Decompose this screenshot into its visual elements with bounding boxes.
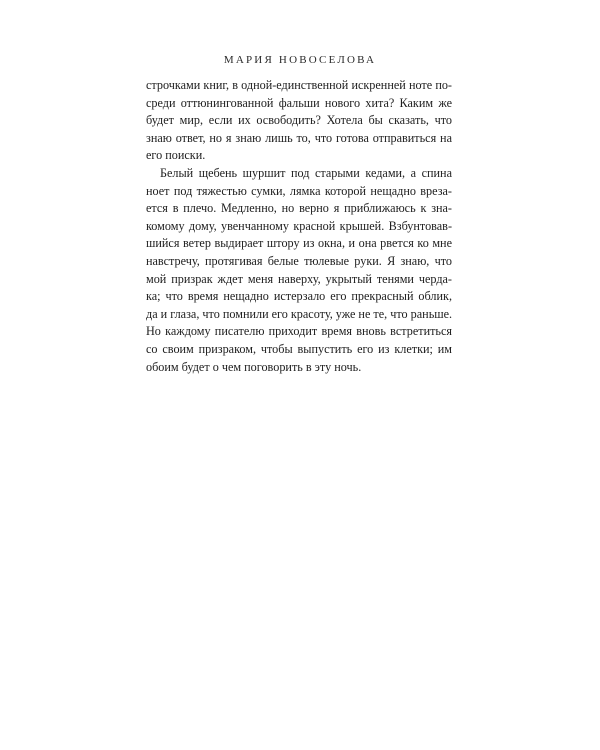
text-line: да и глаза, что помнили его красоту, уже не те, что раньше. bbox=[146, 306, 453, 321]
running-head-author: МАРИЯ НОВОСЕЛОВА bbox=[223, 54, 377, 66]
text-line: шийся ветер выдирает штору из окна, и она рвется ко мне bbox=[146, 236, 452, 251]
text-line: ка; что время нещадно истерзало его прекрасный облик, bbox=[146, 289, 452, 304]
text-line: Но каждому писателю приходит время вновь встретиться bbox=[146, 324, 452, 339]
text-line: обоим будет о чем поговорить в эту ночь. bbox=[146, 359, 362, 374]
text-line: знаю ответ, но я знаю лишь то, что готова отправиться на bbox=[146, 130, 452, 145]
text-line: мой призрак ждет меня наверху, укрытый тенями черда- bbox=[146, 271, 452, 286]
text-line: среди оттюнингованной фальши нового хита? Каким же bbox=[146, 95, 452, 110]
text-line: его поиски. bbox=[146, 148, 206, 163]
text-line: со своим призраком, чтобы выпустить его из клетки; им bbox=[146, 341, 452, 356]
text-line: комому дому, увенчанному красной крышей. Взбунтовав- bbox=[146, 218, 452, 233]
text-line: ется в плечо. Медленно, но верно я приближаюсь к зна- bbox=[146, 201, 452, 216]
text-line: строчками книг, в одной-единственной искренней ноте по- bbox=[146, 78, 452, 92]
paragraph-1 bbox=[146, 77, 452, 165]
body-text bbox=[146, 77, 452, 376]
text-line: будет мир, если их освободить? Хотела бы сказать, что bbox=[146, 113, 452, 128]
text-line: ноет под тяжестью сумки, лямка которой нещадно вреза- bbox=[146, 183, 452, 198]
text-line: Белый щебень шуршит под старыми кедами, а спина bbox=[160, 165, 452, 180]
text-line: навстречу, протягивая белые тюлевые руки. Я знаю, что bbox=[146, 253, 452, 268]
paragraph-2 bbox=[146, 165, 452, 376]
